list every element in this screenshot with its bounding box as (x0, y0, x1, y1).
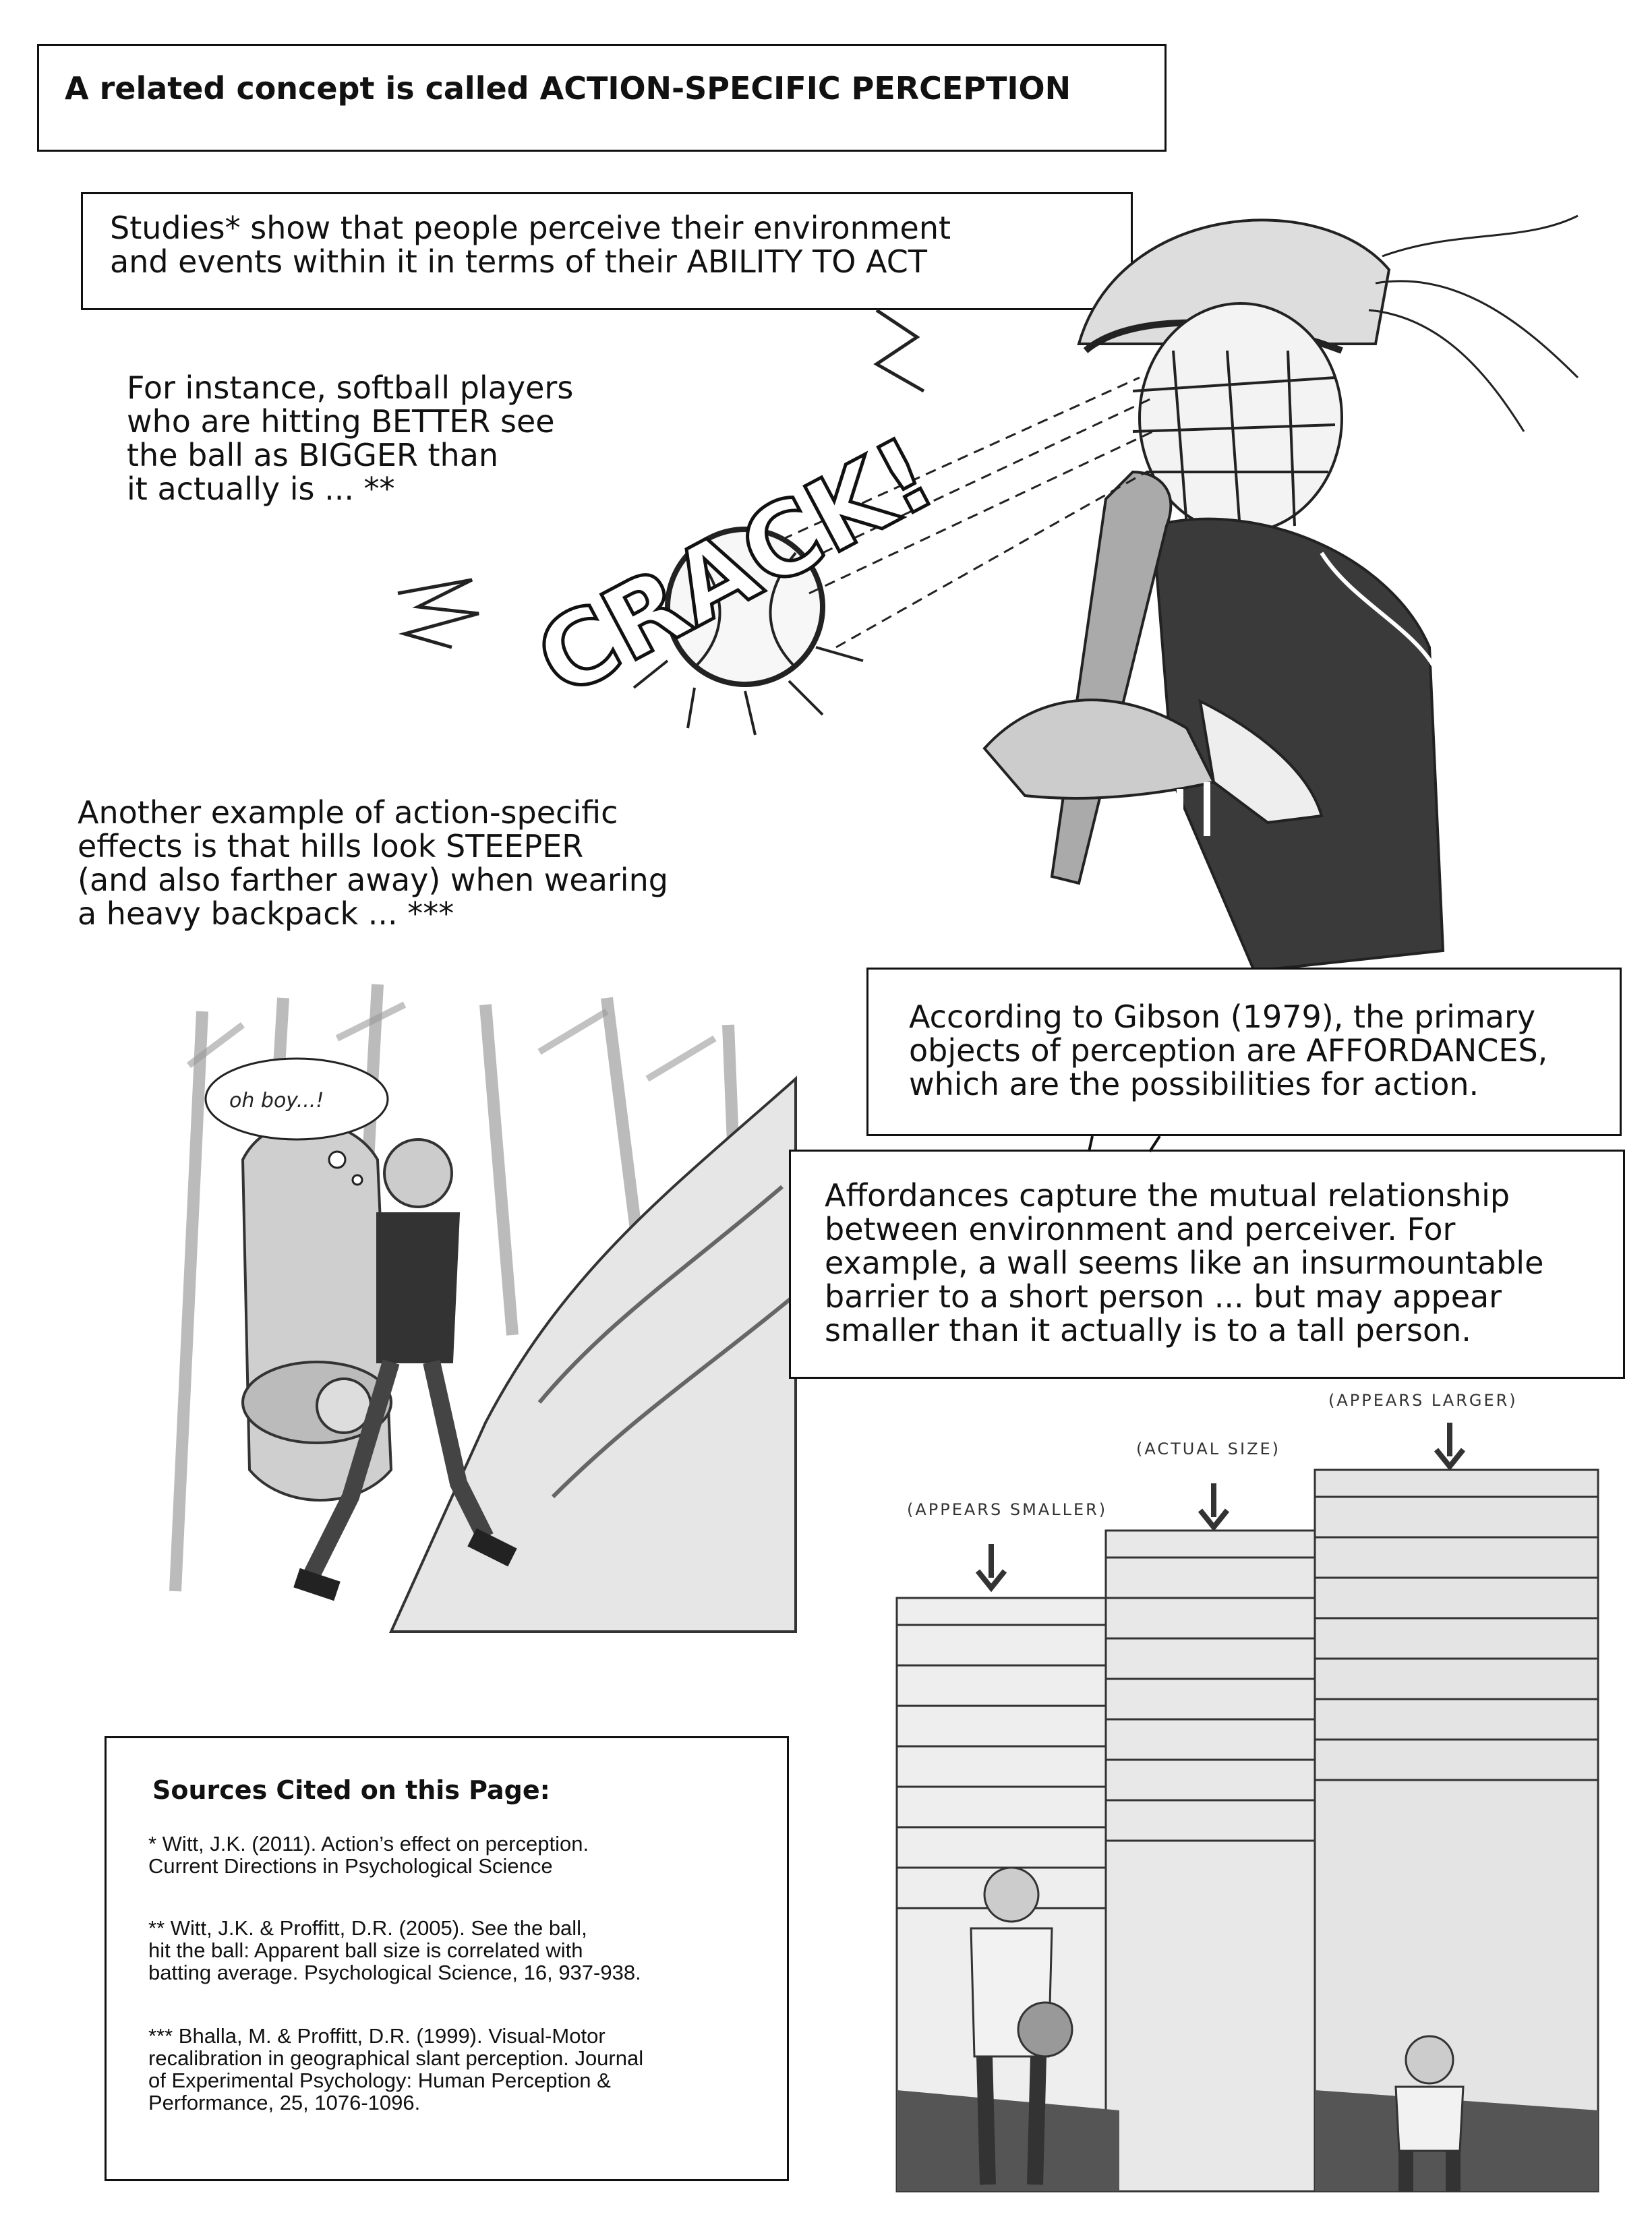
thought-bubble-text: oh boy...! (229, 1089, 324, 1112)
label-appears-smaller: (APPEARS SMALLER) (907, 1500, 1108, 1519)
source-item: *** Bhalla, M. & Proffitt, D.R. (1999). Visual-Motor recalibration in geographical slant perception. Journal of Experimental Psychology: Human Perception & Performance, 25, 1076-1096. (148, 2024, 644, 2114)
source-item: * Witt, J.K. (2011). Action’s effect on perception. Current Directions in Psychological Science (148, 1832, 589, 1878)
studies-caption: Studies* show that people perceive their environment and events within it in terms of their ABILITY TO ACT (110, 210, 951, 280)
gibson-caption-box (866, 968, 1622, 1136)
sources-heading: Sources Cited on this Page: (152, 1775, 550, 1805)
label-appears-larger: (APPEARS LARGER) (1328, 1391, 1518, 1410)
label-actual-size: (ACTUAL SIZE) (1136, 1440, 1281, 1458)
softball-caption: For instance, softball players who are hitting BETTER see the ball as BIGGER than it actually is ... ** (127, 369, 574, 507)
gibson-caption: According to Gibson (1979), the primary objects of perception are AFFORDANCES, which are the possibilities for action. (909, 999, 1548, 1102)
speech-tail (1079, 1133, 1173, 1160)
backpack-caption: Another example of action-specific effects is that hills look STEEPER (and also farther away) when wearing a heavy backpack ... *** (78, 794, 668, 932)
sources-box (105, 1736, 789, 2181)
source-item: ** Witt, J.K. & Proffitt, D.R. (2005). See the ball, hit the ball: Apparent ball size is correlated with batting average. Psychological Science, 16, 937-938. (148, 1916, 641, 1984)
page-title: A related concept is called ACTION-SPECIFIC PERCEPTION (65, 70, 1071, 107)
affordances-caption: Affordances capture the mutual relationship between environment and perceiver. For example, a wall seems like an insurmountable barrier to a short person ... but may appear smaller than it actually is to a tall person. (825, 1177, 1544, 1348)
title-box (37, 44, 1167, 152)
crack-sound-effect: CRACK! (519, 415, 953, 720)
hiker-illustration (135, 984, 809, 1632)
affordances-caption-box (789, 1150, 1625, 1379)
